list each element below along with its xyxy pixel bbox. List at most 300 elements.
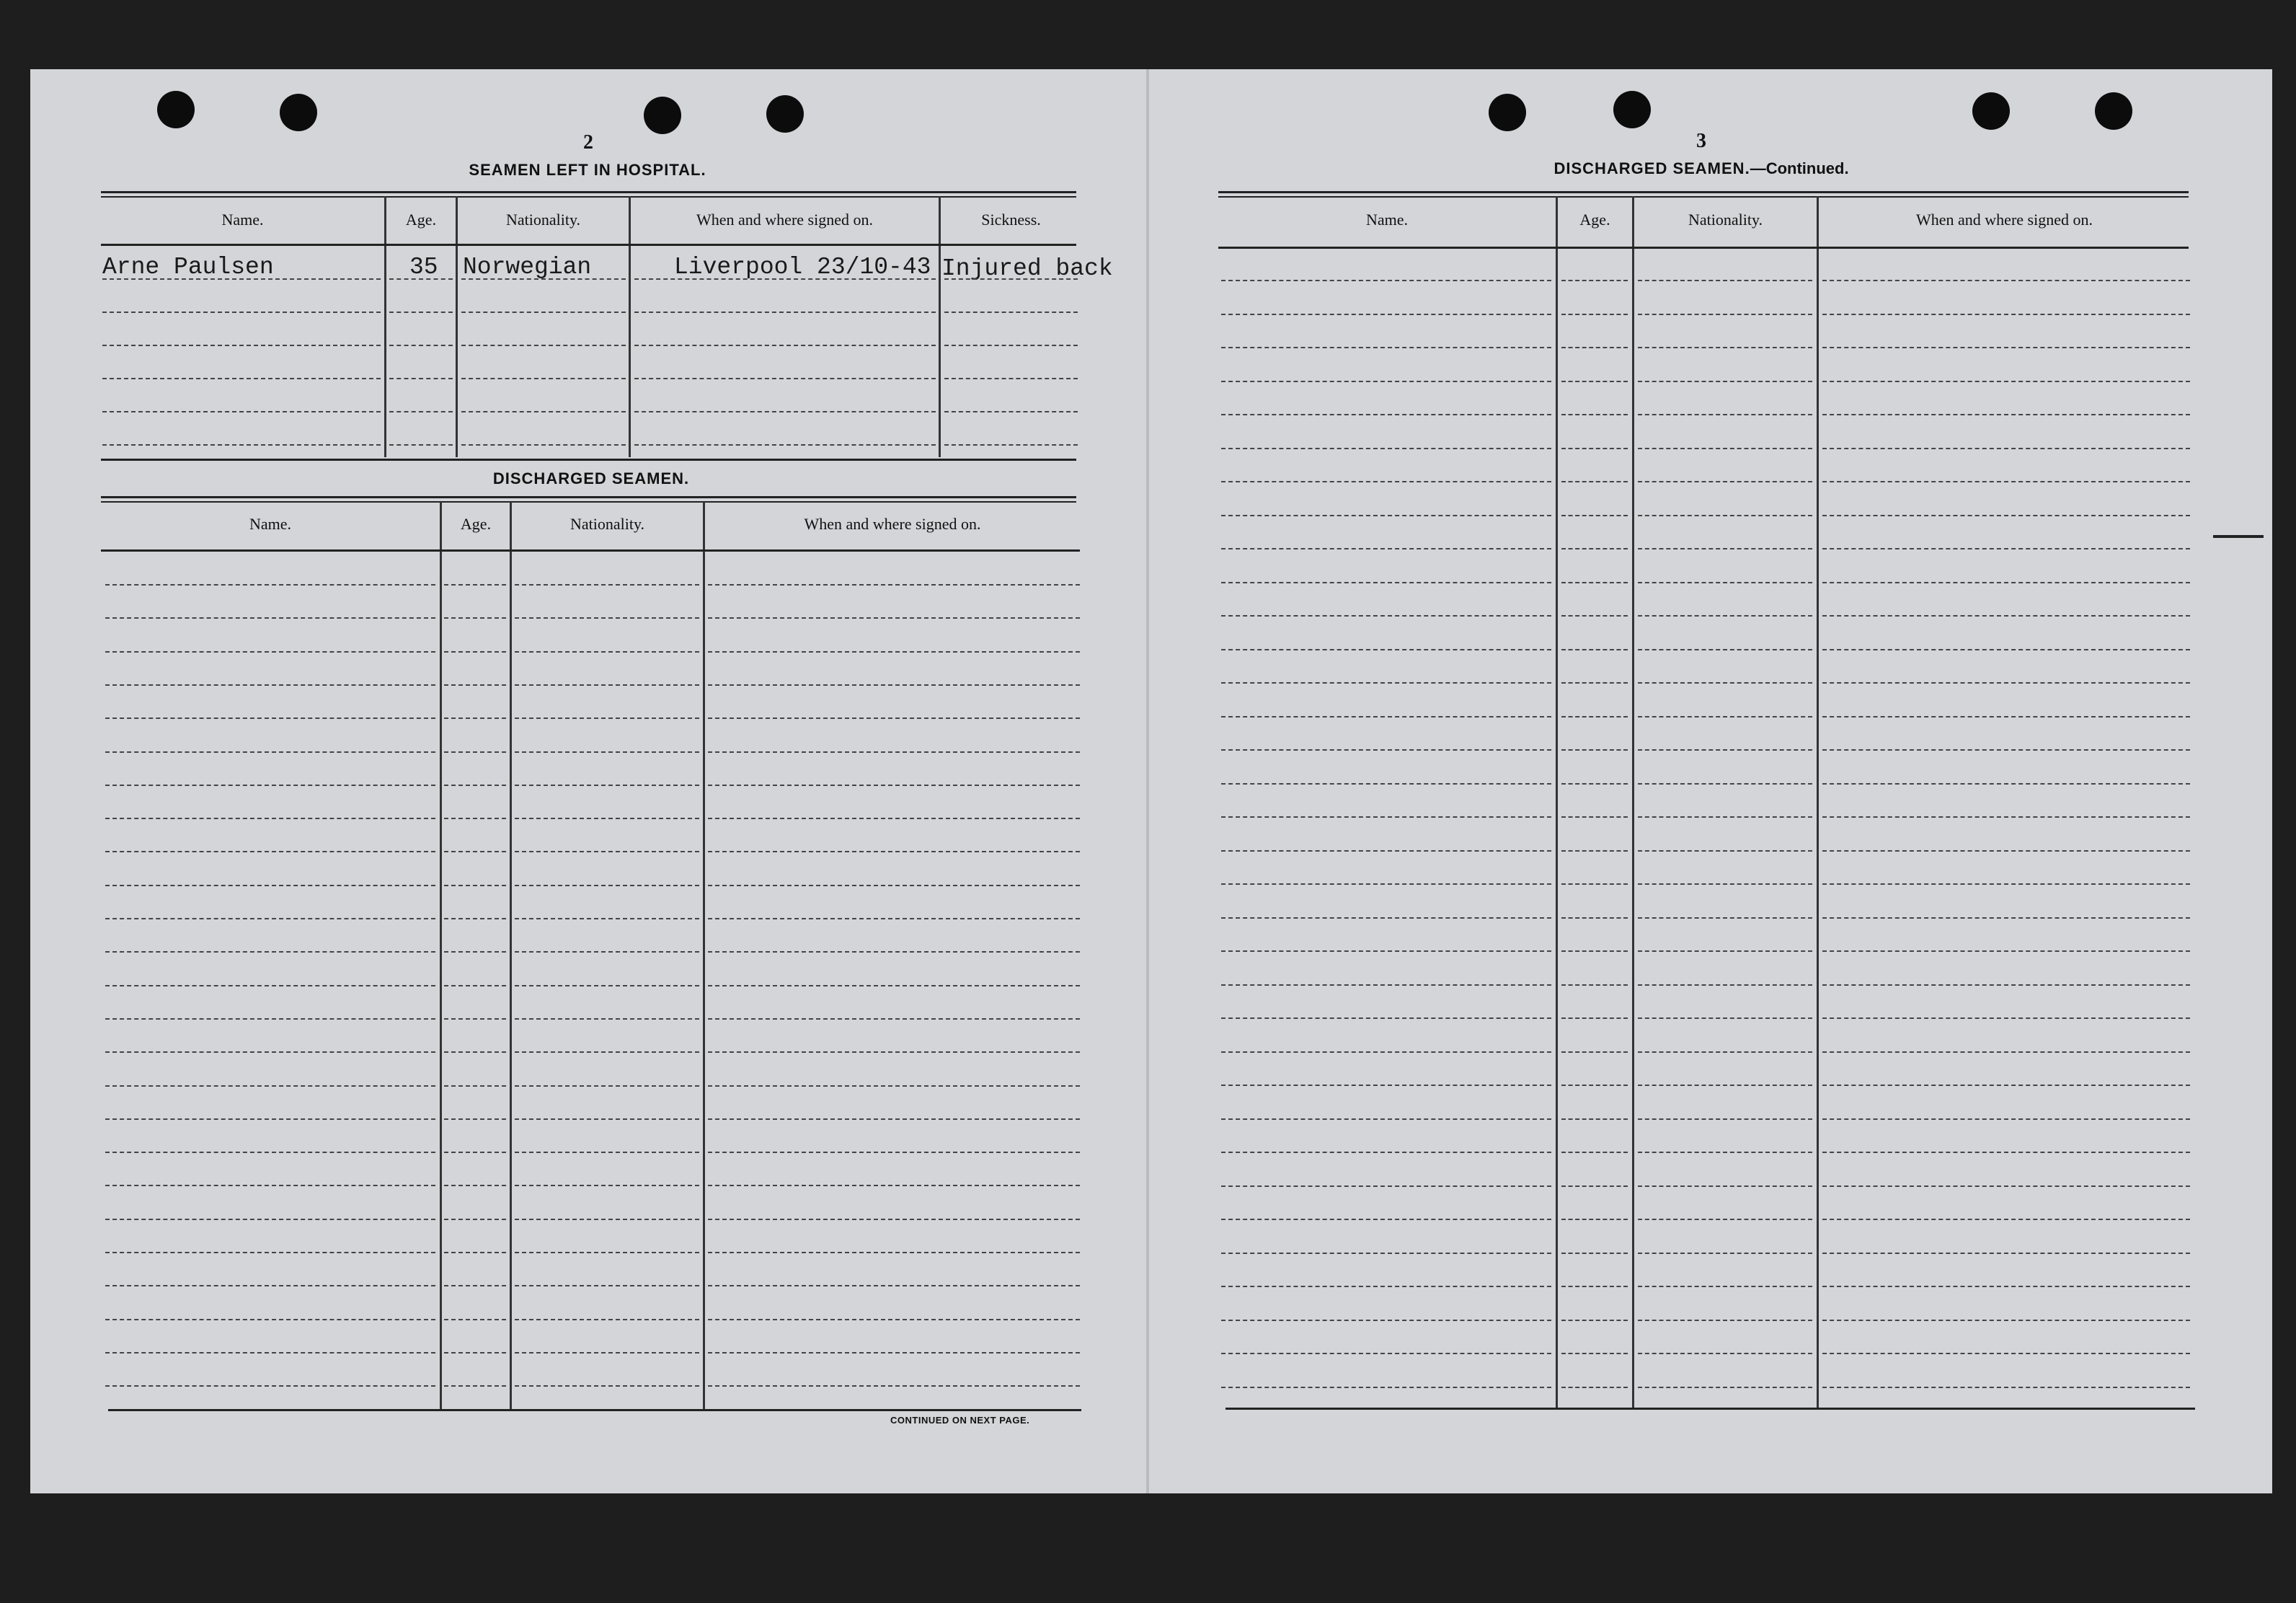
- blank-dashed-line: [1822, 1253, 2190, 1254]
- hospital-header-sickness: Sickness.: [981, 211, 1041, 229]
- hospital-dash-line: [944, 345, 1078, 346]
- blank-dashed-line: [708, 785, 1080, 786]
- blank-dashed-line: [105, 851, 435, 852]
- blank-dashed-line: [105, 1219, 435, 1220]
- blank-dashed-line: [105, 1385, 435, 1387]
- blank-dashed-line: [1638, 1253, 1812, 1254]
- hospital-dash-line: [944, 411, 1078, 412]
- blank-dashed-line: [515, 851, 699, 852]
- blank-dashed-line: [515, 1385, 699, 1387]
- blank-dashed-line: [444, 885, 506, 886]
- blank-dashed-line: [708, 1319, 1080, 1320]
- blank-dashed-line: [105, 651, 435, 653]
- right-col-divider: [1632, 196, 1634, 1408]
- blank-dashed-line: [1638, 515, 1812, 516]
- hospital-dash-line: [102, 378, 381, 379]
- blank-dashed-line: [444, 918, 506, 919]
- blank-dashed-line: [1638, 414, 1812, 415]
- blank-dashed-line: [105, 1018, 435, 1020]
- blank-dashed-line: [708, 1118, 1080, 1120]
- blank-dashed-line: [105, 951, 435, 953]
- hospital-dash-line: [634, 411, 936, 412]
- right-header-nationality: Nationality.: [1688, 211, 1763, 229]
- blank-dashed-line: [515, 584, 699, 586]
- blank-dashed-line: [708, 1051, 1080, 1053]
- hospital-dash-line: [634, 378, 936, 379]
- blank-dashed-line: [1561, 1387, 1628, 1388]
- blank-dashed-line: [1561, 1253, 1628, 1254]
- blank-dashed-line: [1638, 548, 1812, 549]
- blank-dashed-line: [444, 717, 506, 719]
- blank-dashed-line: [1822, 917, 2190, 919]
- blank-dashed-line: [1638, 850, 1812, 852]
- blank-dashed-line: [515, 1285, 699, 1286]
- blank-dashed-line: [1638, 649, 1812, 650]
- blank-dashed-line: [1561, 1118, 1628, 1120]
- blank-dashed-line: [1561, 1185, 1628, 1187]
- blank-dashed-line: [1561, 615, 1628, 617]
- blank-dashed-line: [1221, 582, 1551, 583]
- right-col-divider: [1817, 196, 1819, 1408]
- blank-dashed-line: [1822, 280, 2190, 281]
- blank-dashed-line: [1822, 481, 2190, 482]
- blank-dashed-line: [1822, 615, 2190, 617]
- blank-dashed-line: [1638, 1286, 1812, 1287]
- blank-dashed-line: [1561, 950, 1628, 952]
- punch-hole: [644, 97, 681, 134]
- blank-dashed-line: [708, 918, 1080, 919]
- punch-hole: [766, 95, 804, 133]
- blank-dashed-line: [1221, 414, 1551, 415]
- blank-dashed-line: [515, 1185, 699, 1186]
- blank-dashed-line: [1822, 1353, 2190, 1354]
- blank-dashed-line: [1221, 481, 1551, 482]
- blank-dashed-line: [708, 1152, 1080, 1153]
- blank-dashed-line: [1638, 1017, 1812, 1019]
- blank-dashed-line: [1638, 1387, 1812, 1388]
- blank-dashed-line: [1561, 716, 1628, 717]
- continued-suffix: —Continued.: [1750, 159, 1849, 177]
- blank-dashed-line: [105, 1252, 435, 1253]
- blank-dashed-line: [444, 851, 506, 852]
- blank-dashed-line: [1561, 850, 1628, 852]
- blank-dashed-line: [515, 1319, 699, 1320]
- blank-dashed-line: [105, 885, 435, 886]
- blank-dashed-line: [515, 751, 699, 753]
- page-tab-mark: [2213, 535, 2264, 538]
- blank-dashed-line: [105, 918, 435, 919]
- blank-dashed-line: [1561, 448, 1628, 449]
- right-page-number: 3: [1696, 130, 1706, 152]
- hospital-dash-line: [102, 411, 381, 412]
- blank-dashed-line: [1561, 548, 1628, 549]
- blank-dashed-line: [444, 1319, 506, 1320]
- blank-dashed-line: [708, 1219, 1080, 1220]
- blank-dashed-line: [1221, 1387, 1551, 1388]
- blank-dashed-line: [444, 1219, 506, 1220]
- blank-dashed-line: [515, 651, 699, 653]
- blank-dashed-line: [1822, 414, 2190, 415]
- blank-dashed-line: [444, 1385, 506, 1387]
- blank-dashed-line: [1822, 1085, 2190, 1086]
- document-paper: [30, 69, 2272, 1493]
- blank-dashed-line: [708, 818, 1080, 819]
- blank-dashed-line: [1822, 716, 2190, 717]
- hospital-dash-line: [102, 312, 381, 313]
- blank-dashed-line: [1822, 783, 2190, 785]
- blank-dashed-line: [1822, 816, 2190, 818]
- punch-hole: [1972, 92, 2010, 130]
- blank-dashed-line: [105, 1352, 435, 1354]
- right-header-name: Name.: [1365, 211, 1409, 229]
- blank-dashed-line: [515, 818, 699, 819]
- hospital-dash-line: [461, 278, 626, 280]
- blank-dashed-line: [444, 818, 506, 819]
- blank-dashed-line: [444, 1152, 506, 1153]
- blank-dashed-line: [444, 1085, 506, 1087]
- blank-dashed-line: [1638, 883, 1812, 885]
- blank-dashed-line: [515, 985, 699, 986]
- right-header-age: Age.: [1579, 211, 1610, 229]
- blank-dashed-line: [444, 1352, 506, 1354]
- hospital-dash-line: [634, 278, 936, 280]
- blank-dashed-line: [1561, 1152, 1628, 1153]
- blank-dashed-line: [1561, 1051, 1628, 1053]
- blank-dashed-line: [1221, 347, 1551, 348]
- blank-dashed-line: [1638, 816, 1812, 818]
- blank-dashed-line: [105, 751, 435, 753]
- blank-dashed-line: [1221, 749, 1551, 751]
- blank-dashed-line: [1221, 816, 1551, 818]
- blank-dashed-line: [1221, 850, 1551, 852]
- hospital-dash-line: [102, 278, 381, 280]
- blank-dashed-line: [1822, 682, 2190, 684]
- blank-dashed-line: [1561, 1286, 1628, 1287]
- hospital-dash-line: [461, 378, 626, 379]
- blank-dashed-line: [1221, 1152, 1551, 1153]
- hospital-row-nationality: Norwegian: [463, 254, 592, 281]
- hospital-dash-line: [389, 378, 453, 379]
- blank-dashed-line: [1822, 1185, 2190, 1187]
- blank-dashed-line: [708, 584, 1080, 586]
- blank-dashed-line: [105, 985, 435, 986]
- blank-dashed-line: [105, 1285, 435, 1286]
- blank-dashed-line: [1822, 548, 2190, 549]
- blank-dashed-line: [444, 651, 506, 653]
- blank-dashed-line: [105, 818, 435, 819]
- hospital-header-name: Name.: [221, 211, 264, 229]
- blank-dashed-line: [444, 1051, 506, 1053]
- blank-dashed-line: [1638, 1118, 1812, 1120]
- blank-dashed-line: [1221, 548, 1551, 549]
- blank-dashed-line: [1822, 1152, 2190, 1153]
- blank-dashed-line: [708, 1285, 1080, 1286]
- hospital-dash-line: [102, 345, 381, 346]
- blank-dashed-line: [1561, 515, 1628, 516]
- blank-dashed-line: [1822, 1017, 2190, 1019]
- hospital-dash-line: [461, 312, 626, 313]
- blank-dashed-line: [105, 1085, 435, 1087]
- blank-dashed-line: [105, 1051, 435, 1053]
- punch-hole: [1489, 94, 1526, 131]
- blank-dashed-line: [1638, 682, 1812, 684]
- blank-dashed-line: [1561, 1085, 1628, 1086]
- blank-dashed-line: [1561, 1353, 1628, 1354]
- blank-dashed-line: [708, 885, 1080, 886]
- hospital-header-nationality: Nationality.: [505, 211, 581, 229]
- blank-dashed-line: [1638, 984, 1812, 986]
- blank-dashed-line: [515, 1252, 699, 1253]
- blank-dashed-line: [1638, 1219, 1812, 1220]
- hospital-dash-line: [389, 312, 453, 313]
- blank-dashed-line: [1221, 1219, 1551, 1220]
- blank-dashed-line: [515, 951, 699, 953]
- blank-dashed-line: [1822, 749, 2190, 751]
- blank-dashed-line: [1822, 850, 2190, 852]
- blank-dashed-line: [1822, 1320, 2190, 1321]
- blank-dashed-line: [1638, 716, 1812, 717]
- continued-note: CONTINUED ON NEXT PAGE.: [890, 1415, 1030, 1426]
- discharged-col-divider: [440, 502, 442, 1409]
- blank-dashed-line: [1561, 883, 1628, 885]
- blank-dashed-line: [1221, 381, 1551, 382]
- blank-dashed-line: [1221, 950, 1551, 952]
- blank-dashed-line: [708, 684, 1080, 686]
- blank-dashed-line: [1822, 649, 2190, 650]
- blank-dashed-line: [1561, 1320, 1628, 1321]
- hospital-row-signed-on: Liverpool 23/10-43: [674, 254, 931, 281]
- right-header-rule: [1218, 247, 2189, 249]
- blank-dashed-line: [1561, 414, 1628, 415]
- blank-dashed-line: [1561, 649, 1628, 650]
- blank-dashed-line: [1561, 816, 1628, 818]
- discharged-top-rule: [101, 496, 1076, 503]
- discharged-col-divider: [510, 502, 512, 1409]
- blank-dashed-line: [1822, 448, 2190, 449]
- punch-hole: [2095, 92, 2132, 130]
- blank-dashed-line: [708, 985, 1080, 986]
- blank-dashed-line: [444, 1285, 506, 1286]
- blank-dashed-line: [1561, 481, 1628, 482]
- blank-dashed-line: [1221, 984, 1551, 986]
- blank-dashed-line: [1822, 950, 2190, 952]
- hospital-dash-line: [634, 444, 936, 446]
- hospital-dash-line: [634, 345, 936, 346]
- hospital-header-signed-on: When and where signed on.: [696, 211, 873, 229]
- blank-dashed-line: [515, 684, 699, 686]
- blank-dashed-line: [1221, 682, 1551, 684]
- blank-dashed-line: [708, 751, 1080, 753]
- blank-dashed-line: [1221, 1051, 1551, 1053]
- hospital-dash-line: [944, 378, 1078, 379]
- hospital-col-divider: [629, 196, 631, 457]
- blank-dashed-line: [1221, 917, 1551, 919]
- blank-dashed-line: [708, 617, 1080, 619]
- blank-dashed-line: [1221, 1017, 1551, 1019]
- blank-dashed-line: [105, 684, 435, 686]
- blank-dashed-line: [1638, 280, 1812, 281]
- blank-dashed-line: [1638, 347, 1812, 348]
- blank-dashed-line: [1822, 381, 2190, 382]
- blank-dashed-line: [1822, 984, 2190, 986]
- blank-dashed-line: [1638, 448, 1812, 449]
- blank-dashed-line: [515, 785, 699, 786]
- blank-dashed-line: [1822, 883, 2190, 885]
- blank-dashed-line: [444, 985, 506, 986]
- blank-dashed-line: [444, 1118, 506, 1120]
- hospital-dash-line: [944, 278, 1078, 280]
- hospital-dash-line: [389, 278, 453, 280]
- blank-dashed-line: [1221, 716, 1551, 717]
- blank-dashed-line: [1638, 1185, 1812, 1187]
- hospital-dash-line: [461, 345, 626, 346]
- hospital-row-age: 35: [409, 254, 438, 281]
- right-col-divider: [1556, 196, 1558, 1408]
- blank-dashed-line: [708, 1352, 1080, 1354]
- blank-dashed-line: [515, 1085, 699, 1087]
- discharged-section-title: DISCHARGED SEAMEN.: [492, 469, 690, 487]
- blank-dashed-line: [444, 1252, 506, 1253]
- blank-dashed-line: [444, 785, 506, 786]
- blank-dashed-line: [1638, 950, 1812, 952]
- blank-dashed-line: [1822, 1118, 2190, 1120]
- punch-hole: [157, 91, 195, 128]
- punch-hole: [280, 94, 317, 131]
- blank-dashed-line: [1561, 280, 1628, 281]
- blank-dashed-line: [1822, 1219, 2190, 1220]
- hospital-bottom-rule: [101, 459, 1076, 461]
- blank-dashed-line: [515, 918, 699, 919]
- blank-dashed-line: [1221, 1085, 1551, 1086]
- blank-dashed-line: [1822, 582, 2190, 583]
- blank-dashed-line: [1561, 682, 1628, 684]
- discharged-header-age: Age.: [460, 515, 492, 533]
- blank-dashed-line: [1561, 314, 1628, 315]
- blank-dashed-line: [1822, 1387, 2190, 1388]
- blank-dashed-line: [1221, 783, 1551, 785]
- blank-dashed-line: [708, 651, 1080, 653]
- blank-dashed-line: [515, 1219, 699, 1220]
- hospital-dash-line: [389, 345, 453, 346]
- blank-dashed-line: [105, 584, 435, 586]
- discharged-continued-title: [1514, 159, 1889, 178]
- hospital-col-divider: [384, 196, 386, 457]
- blank-dashed-line: [105, 785, 435, 786]
- blank-dashed-line: [444, 684, 506, 686]
- discharged-bottom-rule: [108, 1409, 1081, 1411]
- blank-dashed-line: [515, 1118, 699, 1120]
- right-top-rule: [1218, 191, 2189, 198]
- blank-dashed-line: [1561, 917, 1628, 919]
- blank-dashed-line: [444, 1185, 506, 1186]
- hospital-dash-line: [461, 444, 626, 446]
- blank-dashed-line: [1221, 314, 1551, 315]
- discharged-continued-title-text: DISCHARGED SEAMEN.: [1553, 159, 1750, 177]
- blank-dashed-line: [708, 717, 1080, 719]
- blank-dashed-line: [515, 1352, 699, 1354]
- blank-dashed-line: [444, 751, 506, 753]
- hospital-dash-line: [944, 312, 1078, 313]
- blank-dashed-line: [1638, 381, 1812, 382]
- punch-hole: [1613, 91, 1651, 128]
- blank-dashed-line: [1221, 649, 1551, 650]
- blank-dashed-line: [1638, 582, 1812, 583]
- hospital-header-age: Age.: [405, 211, 437, 229]
- blank-dashed-line: [1221, 1286, 1551, 1287]
- blank-dashed-line: [515, 717, 699, 719]
- blank-dashed-line: [1638, 1051, 1812, 1053]
- blank-dashed-line: [708, 951, 1080, 953]
- blank-dashed-line: [1221, 1320, 1551, 1321]
- right-bottom-rule: [1225, 1408, 2195, 1410]
- hospital-dash-line: [634, 312, 936, 313]
- blank-dashed-line: [1561, 783, 1628, 785]
- blank-dashed-line: [105, 617, 435, 619]
- blank-dashed-line: [1638, 1353, 1812, 1354]
- blank-dashed-line: [708, 1252, 1080, 1253]
- blank-dashed-line: [1221, 280, 1551, 281]
- blank-dashed-line: [708, 1385, 1080, 1387]
- blank-dashed-line: [1221, 515, 1551, 516]
- blank-dashed-line: [1561, 381, 1628, 382]
- blank-dashed-line: [515, 1152, 699, 1153]
- blank-dashed-line: [105, 717, 435, 719]
- blank-dashed-line: [1638, 749, 1812, 751]
- blank-dashed-line: [1221, 1185, 1551, 1187]
- blank-dashed-line: [515, 885, 699, 886]
- blank-dashed-line: [515, 1018, 699, 1020]
- discharged-header-name: Name.: [249, 515, 292, 533]
- blank-dashed-line: [1638, 314, 1812, 315]
- blank-dashed-line: [1638, 1085, 1812, 1086]
- blank-dashed-line: [1822, 1051, 2190, 1053]
- hospital-dash-line: [389, 444, 453, 446]
- blank-dashed-line: [444, 951, 506, 953]
- blank-dashed-line: [1221, 1253, 1551, 1254]
- hospital-dash-line: [461, 411, 626, 412]
- blank-dashed-line: [1822, 1286, 2190, 1287]
- blank-dashed-line: [1822, 515, 2190, 516]
- blank-dashed-line: [708, 1018, 1080, 1020]
- blank-dashed-line: [1561, 582, 1628, 583]
- blank-dashed-line: [1221, 883, 1551, 885]
- hospital-top-rule: [101, 191, 1076, 198]
- blank-dashed-line: [1561, 347, 1628, 348]
- blank-dashed-line: [708, 1085, 1080, 1087]
- blank-dashed-line: [444, 584, 506, 586]
- blank-dashed-line: [1638, 481, 1812, 482]
- blank-dashed-line: [1561, 1017, 1628, 1019]
- left-page-number: 2: [583, 131, 593, 154]
- blank-dashed-line: [708, 1185, 1080, 1186]
- blank-dashed-line: [1638, 783, 1812, 785]
- hospital-section-title: SEAMEN LEFT IN HOSPITAL.: [469, 161, 706, 179]
- blank-dashed-line: [105, 1152, 435, 1153]
- hospital-row-sickness: Injured back: [941, 255, 1113, 282]
- blank-dashed-line: [1822, 347, 2190, 348]
- page-fold: [1146, 69, 1149, 1493]
- blank-dashed-line: [1561, 749, 1628, 751]
- hospital-dash-line: [944, 444, 1078, 446]
- blank-dashed-line: [515, 617, 699, 619]
- blank-dashed-line: [1221, 1353, 1551, 1354]
- blank-dashed-line: [1221, 615, 1551, 617]
- discharged-col-divider: [703, 502, 705, 1409]
- blank-dashed-line: [444, 1018, 506, 1020]
- hospital-col-divider: [456, 196, 458, 457]
- blank-dashed-line: [1638, 1152, 1812, 1153]
- blank-dashed-line: [1638, 615, 1812, 617]
